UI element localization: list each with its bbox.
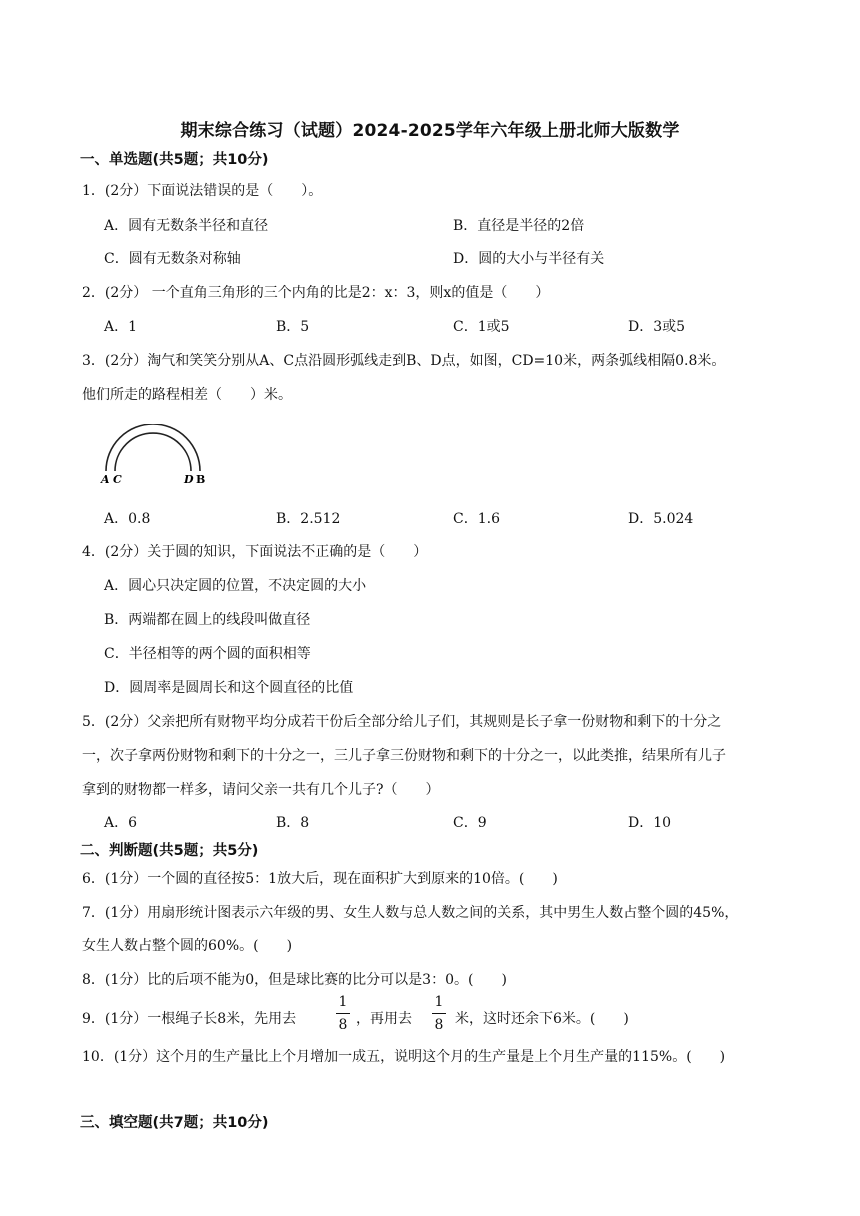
- question-2-option-b: B．5: [276, 319, 310, 335]
- question-2-option-d: D．3或5: [628, 319, 686, 335]
- question-2-stem: 2．(2分） 一个直角三角形的三个内角的比是2：x：3，则x的值是（ ）: [82, 285, 550, 301]
- question-9-text-part-1: 9．(1分）一根绳子长8米，先用去: [82, 1011, 297, 1027]
- section-heading-true-false: 二、判断题(共5题；共5分): [80, 843, 259, 859]
- label-d: D: [184, 473, 194, 486]
- question-3-option-c: C．1.6: [453, 511, 500, 527]
- question-9-fraction-1: [336, 993, 350, 1034]
- fraction-1-bar: [336, 1013, 350, 1014]
- question-6-stem: 6．(1分）一个圆的直径按5：1放大后，现在面积扩大到原来的10倍。( ): [82, 871, 558, 887]
- arc-diagram: [100, 424, 220, 488]
- document-title: 期末综合练习（试题）2024-2025学年六年级上册北师大版数学: [180, 121, 680, 141]
- question-1-option-b: B．直径是半径的2倍: [453, 218, 585, 234]
- question-5-option-d: D．10: [628, 815, 672, 831]
- fraction-2-numerator: 1: [434, 994, 444, 1010]
- question-10-stem: 10．(1分）这个月的生产量比上个月增加一成五，说明这个月的生产量是上个月生产量的115%。( ): [82, 1049, 726, 1065]
- question-8-stem: 8．(1分）比的后项不能为0，但是球比赛的比分可以是3：0。( ): [82, 972, 507, 988]
- question-4-option-a: A．圆心只决定圆的位置，不决定圆的大小: [104, 578, 367, 594]
- section-heading-fill-in: 三、填空题(共7题；共10分): [80, 1115, 269, 1131]
- question-3-stem-line-1: 3．(2分）淘气和笑笑分别从A、C点沿圆形弧线走到B、D点，如图，CD=10米，两条弧线相隔0.8米。: [82, 353, 726, 369]
- question-1-option-a: A．圆有无数条半径和直径: [104, 218, 269, 234]
- inner-arc: [115, 433, 191, 471]
- label-b: B: [196, 473, 206, 486]
- question-4-option-d: D．圆周率是圆周长和这个圆直径的比值: [104, 680, 354, 696]
- question-4-option-c: C．半径相等的两个圆的面积相等: [104, 646, 311, 662]
- question-2-option-a: A．1: [104, 319, 138, 335]
- fraction-1-denominator: 8: [338, 1017, 348, 1033]
- question-1-option-c: C．圆有无数条对称轴: [104, 251, 241, 267]
- question-5-stem-line-1: 5．(2分）父亲把所有财物平均分成若干份后全部分给儿子们，其规则是长子拿一份财物和剩下的十分之: [82, 714, 722, 730]
- fraction-1-numerator: 1: [338, 994, 348, 1010]
- fraction-2-denominator: 8: [434, 1017, 444, 1033]
- question-3-option-a: A．0.8: [104, 511, 151, 527]
- question-1-stem: 1．(2分）下面说法错误的是（ ）。: [82, 183, 323, 199]
- question-1-option-d: D．圆的大小与半径有关: [453, 251, 605, 267]
- question-3-option-b: B．2.512: [276, 511, 341, 527]
- question-3-option-d: D．5.024: [628, 511, 694, 527]
- question-7-stem-line-2: 女生人数占整个圆的60%。( ): [82, 938, 293, 954]
- question-9-text-part-2: ，再用去: [356, 1011, 412, 1027]
- outer-arc: [106, 424, 200, 471]
- question-5-option-a: A．6: [104, 815, 138, 831]
- question-3-stem-line-2: 他们所走的路程相差（ ）米。: [82, 387, 292, 403]
- question-5-stem-line-3: 拿到的财物都一样多，请问父亲一共有几个儿子?（ ）: [82, 782, 440, 798]
- question-2-option-c: C．1或5: [453, 319, 510, 335]
- question-3-arc-figure: [100, 424, 220, 492]
- question-5-stem-line-2: 一，次子拿两份财物和剩下的十分之一，三儿子拿三份财物和剩下的十分之一，以此类推，结果所有儿子: [82, 748, 726, 764]
- question-4-stem: 4．(2分）关于圆的知识，下面说法不正确的是（ ）: [82, 544, 428, 560]
- question-7-stem-line-1: 7．(1分）用扇形统计图表示六年级的男、女生人数与总人数之间的关系，其中男生人数占整个圆的45%，: [82, 905, 739, 921]
- label-c: C: [113, 473, 122, 486]
- question-9-fraction-2: [432, 993, 446, 1034]
- question-5-option-c: C．9: [453, 815, 487, 831]
- fraction-2-bar: [432, 1013, 446, 1014]
- section-heading-single-choice: 一、单选题(共5题；共10分): [80, 152, 269, 168]
- question-4-option-b: B．两端都在圆上的线段叫做直径: [104, 612, 311, 628]
- label-a: A: [101, 473, 110, 486]
- question-5-option-b: B．8: [276, 815, 310, 831]
- question-9-text-part-3: 米，这时还余下6米。( ): [455, 1011, 629, 1027]
